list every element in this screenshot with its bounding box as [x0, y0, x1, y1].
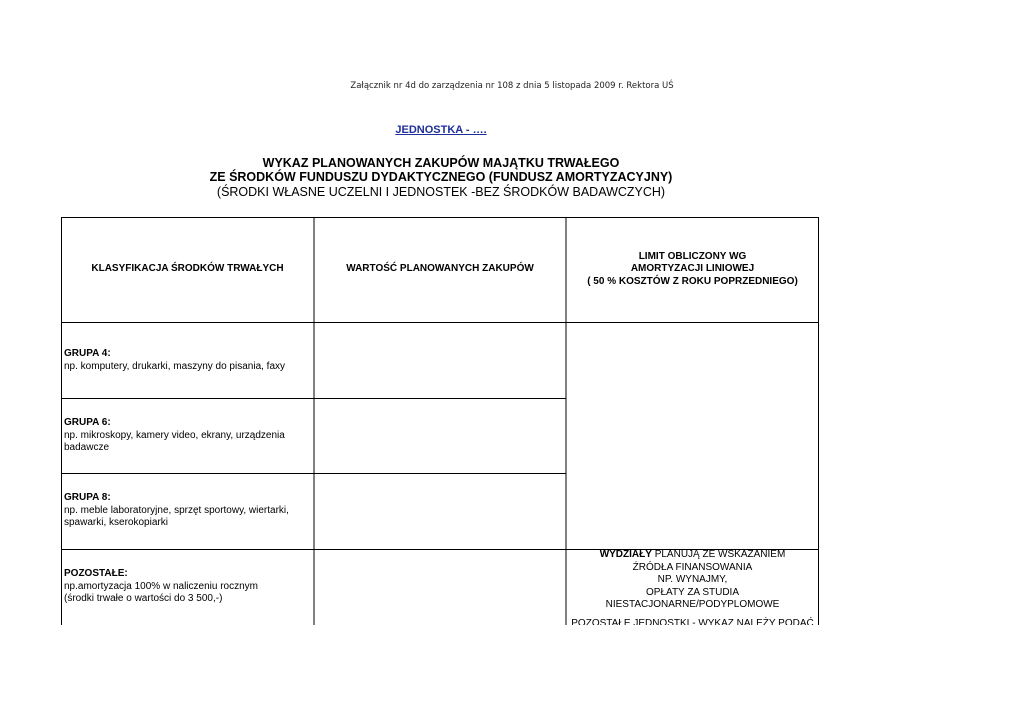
unit-label: JEDNOSTKA - ….	[395, 124, 487, 136]
group-4-cell	[64, 348, 312, 373]
header-limit	[566, 217, 819, 322]
financing-note-rest: PLANUJĄ ZE WSKAZANIEM	[651, 549, 786, 560]
header-planned-value: WARTOŚĆ PLANOWANYCH ZAKUPÓW	[346, 263, 534, 275]
title-line-1: WYKAZ PLANOWANYCH ZAKUPÓW MAJĄTKU TRWAŁEGO	[262, 156, 620, 170]
group-8-desc-1: np. meble laboratoryjne, sprzęt sportowy, wiertarki,	[64, 504, 289, 516]
group-8-cell	[64, 492, 312, 530]
group-other-desc-2: (środki trwałe o wartości do 3 500,-)	[64, 593, 223, 604]
financing-note-line-5: NIESTACJONARNE/PODYPLOMOWE	[605, 599, 780, 610]
annex-reference: Załącznik nr 4d do zarządzenia nr 108 z dnia 5 listopada 2009 r. Rektora UŚ	[350, 81, 674, 91]
group-6-name: GRUPA 6:	[64, 417, 111, 428]
group-6-desc-1: np. mikroskopy, kamery video, ekrany, urządzenia	[64, 429, 285, 441]
financing-note	[566, 549, 819, 625]
title-line-2: ZE ŚRODKÓW FUNDUSZU DYDAKTYCZNEGO (FUNDUSZ AMORTYZACYJNY)	[209, 170, 673, 184]
group-8-desc-2: spawarki, kserokopiarki	[64, 517, 168, 528]
group-other-name: POZOSTAŁE:	[64, 568, 128, 579]
header-limit-line-3: ( 50 % KOSZTÓW Z ROKU POPRZEDNIEGO)	[587, 275, 798, 287]
group-4-name: GRUPA 4:	[64, 348, 111, 359]
group-other-cell	[64, 568, 312, 606]
financing-note-line-2: ŹRÓDŁA FINANSOWANIA	[632, 561, 753, 573]
group-6-desc-2: badawcze	[64, 442, 110, 453]
group-4-desc: np. komputery, drukarki, maszyny do pisania, faxy	[64, 360, 286, 372]
financing-note-line-6: POZOSTAŁE JEDNOSTKI - WYKAZ NALEŻY PODAĆ	[571, 617, 814, 625]
purchase-plan-table	[61, 217, 819, 625]
header-classification: KLASYFIKACJA ŚRODKÓW TRWAŁYCH	[91, 263, 284, 275]
financing-note-line-4: OPŁATY ZA STUDIA	[646, 586, 739, 598]
financing-note-line-3: NP. WYNAJMY,	[657, 574, 728, 585]
group-8-name: GRUPA 8:	[64, 492, 111, 503]
financing-note-bold: WYDZIAŁY	[599, 549, 652, 560]
header-limit-line-1: LIMIT OBLICZONY WG	[638, 250, 747, 262]
title-line-3: (ŚRODKI WŁASNE UCZELNI I JEDNOSTEK -BEZ ŚRODKÓW BADAWCZYCH)	[216, 185, 666, 199]
group-other-desc-1: np.amortyzacja 100% w naliczeniu rocznym	[64, 580, 258, 592]
header-limit-line-2: AMORTYZACJI LINIOWEJ	[630, 263, 755, 275]
group-6-cell	[64, 417, 312, 455]
